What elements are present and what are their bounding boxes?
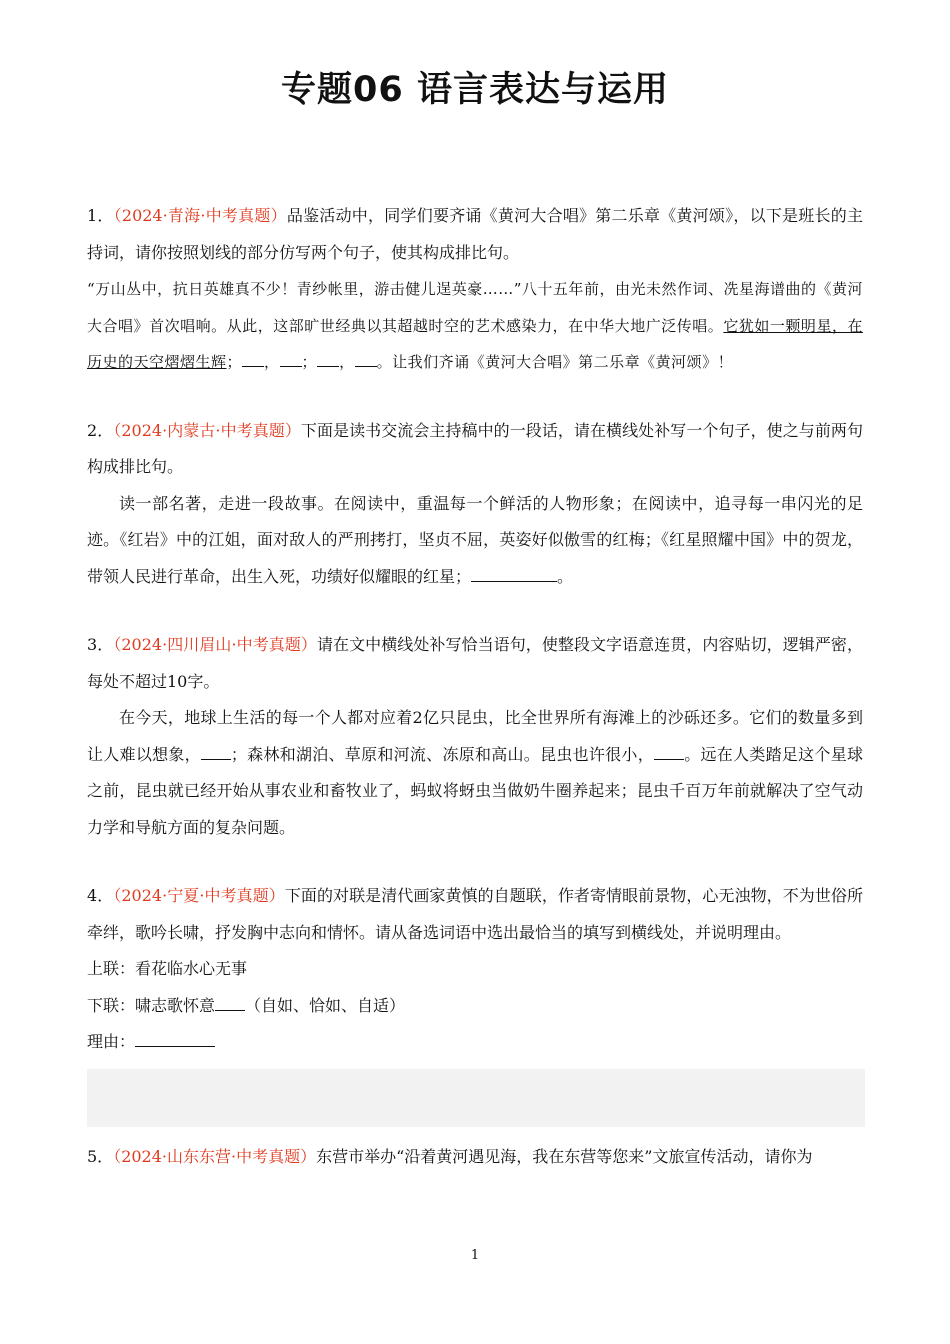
question-source: （2024·山东东营·中考真题） [113,1146,317,1166]
answer-blank[interactable] [215,992,245,1011]
question-number: 2． [87,420,114,440]
punct: 。 [557,566,574,586]
answer-blank[interactable] [201,741,231,760]
reason-line [87,1024,863,1061]
answer-blank[interactable] [242,348,264,367]
answer-blank[interactable] [317,348,339,367]
answer-box[interactable] [87,1069,865,1127]
question-3 [87,627,863,846]
passage [87,486,863,596]
quoted-host-script [87,271,863,381]
question-source: （2024·内蒙古·中考真题） [113,420,301,440]
answer-blank[interactable] [471,563,557,582]
question-prompt: 东营市举办“沿着黄河遇见海，我在东营等您来”文旅宣传活动，请你为 [316,1146,813,1166]
question-list [87,198,863,1175]
answer-blank[interactable] [355,348,377,367]
question-number: 1． [87,206,114,225]
question-4 [87,878,863,1127]
answer-blank[interactable] [135,1028,215,1047]
passage-text: ；森林和湖泊、草原和河流、冻原和高山。昆虫也许很小， [230,744,654,764]
punct: ； [301,353,318,371]
page-title: 专题06 语言表达与运用 [281,70,669,110]
answer-blank[interactable] [654,741,684,760]
passage-text: 在今天，地球上生活的每一个人都对应着2亿只昆虫，比全世界所有海滩上的沙砾还多。它们的数量多到让人难以想象， [87,708,863,764]
question-prompt: 下面是读书交流会主持稿中的一段话，请在横线处补写一个句子，使之与前两句构成排比句。 [87,420,863,476]
question-number: 5． [87,1146,114,1166]
passage [87,700,863,846]
underlined-sentence: 它犹如一颗明星，在历史的天空熠熠生辉 [87,316,863,371]
punct: ， [264,353,280,371]
couplet-lower-text: 下联：啸志歌怀意 [87,995,216,1015]
passage-text: 读一部名著，走进一段故事。在阅读中，重温每一个鲜活的人物形象；在阅读中，追寻每一串闪光的足迹。《红岩》中的江姐，面对敌人的严刑拷打，坚贞不屈，英姿好似傲雪的红梅；《红星照耀中国》中的贺龙，带领人民进行革命，出生入死，功绩好似耀眼的红星； [87,493,863,586]
passage-text: 。远在人类踏足这个星球之前，昆虫就已经开始从事农业和畜牧业了，蚂蚁将蚜虫当做奶牛圈养起来；昆虫千百万年前就解决了空气动力学和导航方面的复杂问题。 [87,744,863,837]
word-options: （自如、恰如、自适） [245,995,406,1015]
answer-blank[interactable] [280,348,302,367]
question-prompt: 品鉴活动中，同学们要齐诵《黄河大合唱》第二乐章《黄河颂》，以下是班长的主持词，请你按照划线的部分仿写两个句子，使其构成排比句。 [87,206,863,262]
question-1 [87,198,863,381]
quote-text: “万山丛中，抗日英雄真不少！青纱帐里，游击健儿逞英豪……”八十五年前，由光未然作词、冼星海谱曲的《黄河大合唱》首次唱响。从此，这部旷世经典以其超越时空的艺术感染力，在中华大地广泛传唱。 [87,280,863,335]
page-number: 1 [470,1248,480,1263]
question-5 [87,1139,863,1176]
quote-text: 。让我们齐诵《黄河大合唱》第二乐章《黄河颂》！ [376,353,734,371]
couplet-upper: 上联：看花临水心无事 [87,959,248,978]
question-source: （2024·青海·中考真题） [113,206,287,225]
question-prompt: 下面的对联是清代画家黄慎的自题联，作者寄情眼前景物，心无浊物，不为世俗所牵绊，歌吟长啸，抒发胸中志向和情怀。请从备选词语中选出最恰当的填写到横线处，并说明理由。 [87,886,863,942]
punct: ； [226,353,243,371]
question-source: （2024·四川眉山·中考真题） [113,635,317,654]
couplet-lower [87,988,863,1025]
question-source: （2024·宁夏·中考真题） [113,886,285,905]
question-2 [87,413,863,596]
punct: ， [339,353,355,371]
question-number: 4． [87,886,114,905]
reason-label: 理由： [87,1032,136,1051]
question-number: 3． [87,635,114,654]
question-prompt: 请在文中横线处补写恰当语句，使整段文字语意连贯，内容贴切，逻辑严密，每处不超过10字。 [87,635,863,691]
